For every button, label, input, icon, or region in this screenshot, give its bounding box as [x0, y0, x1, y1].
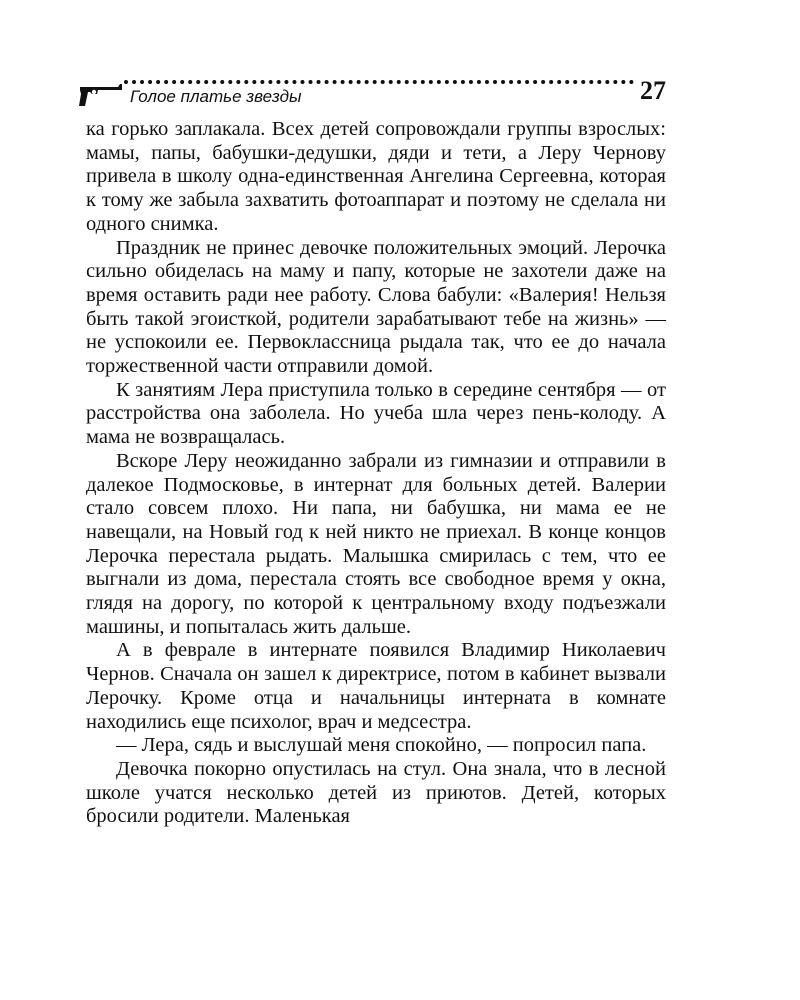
paragraph: К занятиям Лера приступила только в середине сентября — от расстройства она заболела. Но учеба шла через пень-колоду. А мама не возвращалась.: [86, 378, 666, 449]
page-number: 27: [640, 76, 666, 105]
paragraph: Вскоре Леру неожиданно забрали из гимназии и отправили в далекое Подмосковье, в интернат для больных детей. Валерии стало совсем плохо. Ни папа, ни бабушка, ни мама ее не навещали, на Новый год к ней никто не приехал. В конце концов Лерочка перестала рыдать. Малышка смирилась с тем, что ее выгнали из дома, перестала стоять все свободное время у окна, глядя на дорогу, по которой к центральному входу подъезжали машины, и попыталась жить дальше.: [86, 449, 666, 638]
running-title: Голое платье звезды: [130, 87, 302, 106]
paragraph: Праздник не принес девочке положительных эмоций. Лерочка сильно обиделась на маму и папу, которые не захотели даже на время оставить ради нее работу. Слова бабули: «Валерия! Нельзя быть такой эгоисткой, родители зарабатывают тебе на жизнь» — не успокоили ее. Первоклассница рыдала так, что ее до начала торжественной части отправили домой.: [86, 236, 666, 378]
body-text: [86, 118, 666, 829]
paragraph: Девочка покорно опустилась на стул. Она знала, что в лесной школе учатся несколько детей из приютов. Детей, которых бросили родители. Маленькая: [86, 757, 666, 828]
paragraph: ка горько заплакала. Всех детей сопровождали группы взрослых: мамы, папы, бабушки-дедушки, дяди и тети, а Леру Чернову привела в школу одна-единственная Ангелина Сергеевна, которая к тому же забыла захватить фотоаппарат и поэтому не сделала ни одного снимка.: [86, 118, 666, 235]
header-dotted-rule: [124, 80, 634, 84]
paragraph: — Лера, сядь и выслушай меня спокойно, — попросил папа.: [116, 734, 647, 757]
running-header: [78, 74, 670, 114]
paragraph: А в феврале в интернате появился Владимир Николаевич Чернов. Сначала он зашел к директрисе, потом в кабинет вызвали Лерочку. Кроме отца и начальницы интерната в комнате находились еще психолог, врач и медсестра.: [86, 639, 666, 733]
revolver-icon: [78, 82, 124, 108]
